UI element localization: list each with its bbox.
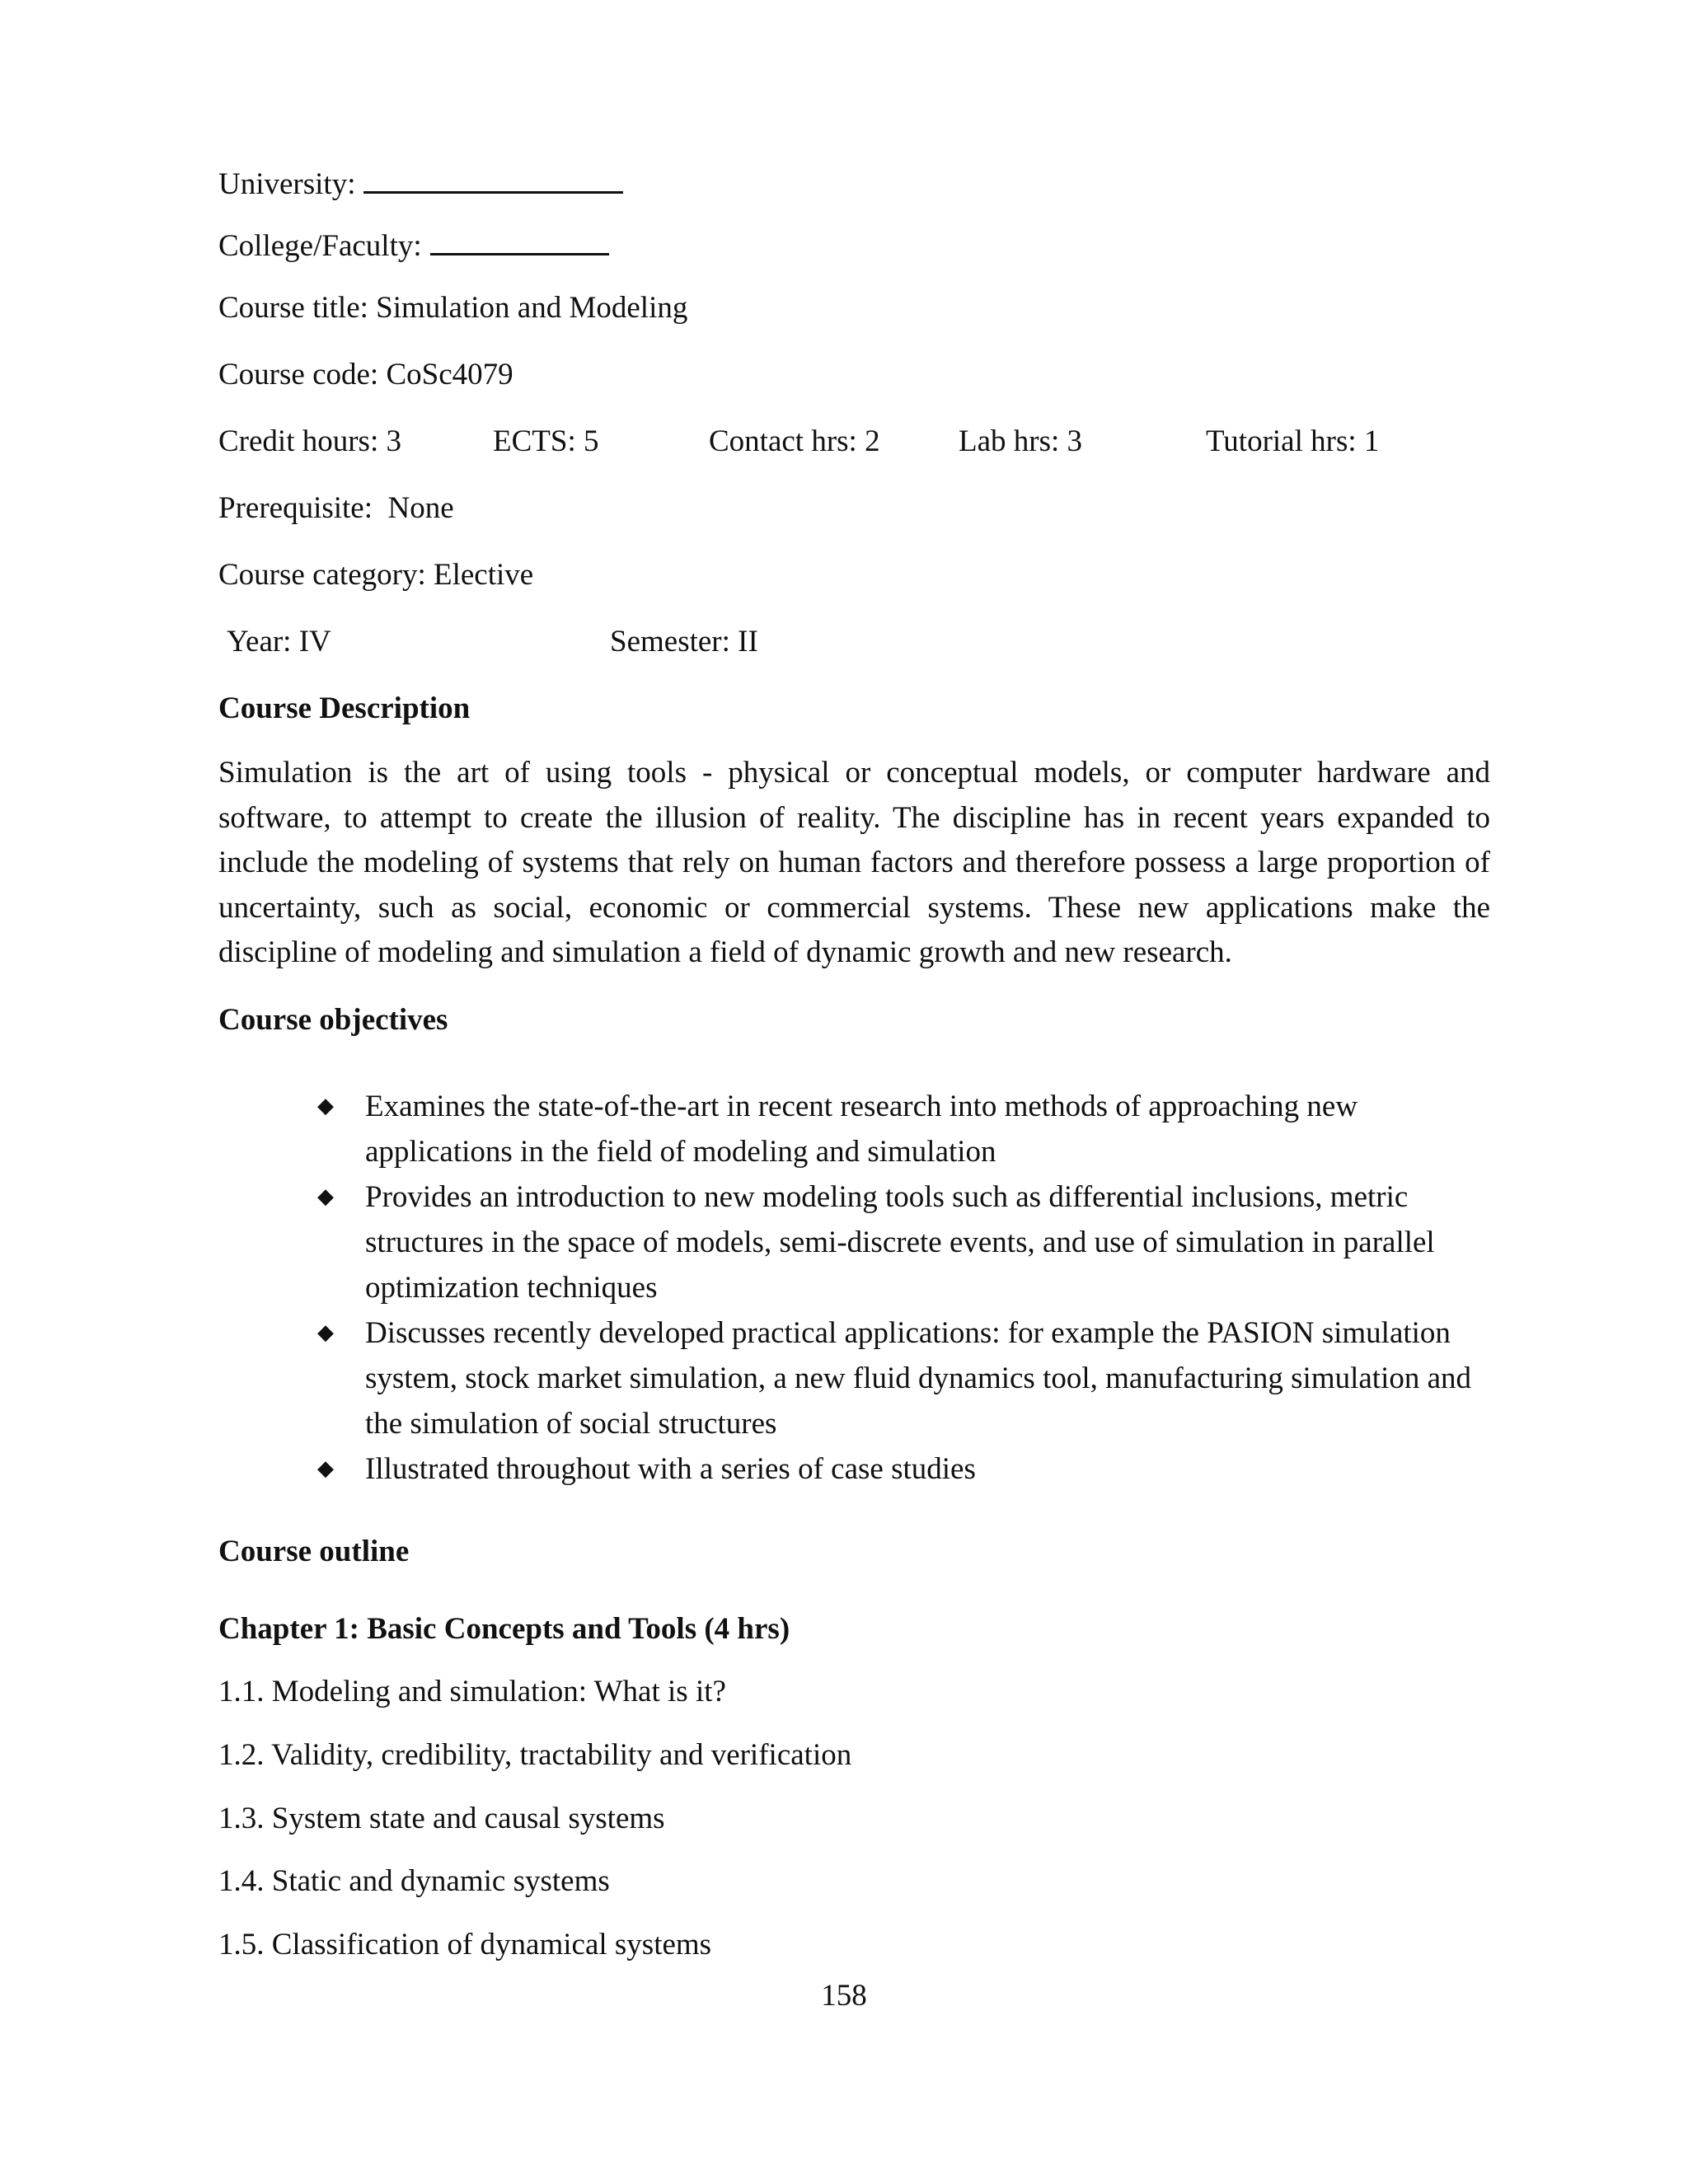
objective-text: Examines the state-of-the-art in recent research into methods of approaching new applications in the field of modeling and simulation	[365, 1090, 1358, 1169]
credit-hours: Credit hours: 3	[218, 424, 401, 458]
semester: Semester: II	[610, 625, 758, 658]
university-blank	[363, 165, 623, 194]
prerequisite: Prerequisite: None	[218, 491, 454, 525]
course-title: Course title: Simulation and Modeling	[218, 291, 688, 325]
college-label: College/Faculty:	[218, 229, 422, 263]
course-objectives-heading: Course objectives	[218, 1003, 448, 1037]
diamond-bullet-icon: ◆	[317, 1456, 334, 1481]
objective-text: Provides an introduction to new modeling tools such as differential inclusions, metric structures in the space of models, semi-discrete events, and use of simulation in parallel optimization techniques	[365, 1180, 1435, 1305]
outline-item: 1.4. Static and dynamic systems	[218, 1864, 610, 1898]
contact-hours: Contact hrs: 2	[709, 424, 880, 458]
chapter-1-title: Chapter 1: Basic Concepts and Tools (4 hrs)	[218, 1612, 790, 1646]
course-category: Course category: Elective	[218, 558, 534, 592]
course-description-text: Simulation is the art of using tools - physical or conceptual models, or computer hardware and software, to attempt to create the illusion of reality. The discipline has in recent years expanded to include the modeling of systems that rely on human factors and therefore possess a large proportion of uncertainty, such as social, economic or commercial systems. These new applications make the discipline of modeling and simulation a field of dynamic growth and new research.	[218, 756, 1490, 969]
college-field	[218, 227, 609, 261]
objective-item	[317, 1174, 1488, 1310]
outline-item: 1.1. Modeling and simulation: What is it?	[218, 1675, 726, 1708]
objective-item	[317, 1310, 1488, 1446]
tutorial-hours: Tutorial hrs: 1	[1206, 424, 1380, 458]
year: Year: IV	[227, 625, 331, 658]
objective-text: Discusses recently developed practical applications: for example the PASION simulation system, stock market simulation, a new fluid dynamics tool, manufacturing simulation and the simulation of social structures	[365, 1316, 1472, 1441]
outline-item: 1.5. Classification of dynamical systems	[218, 1928, 712, 1961]
college-blank	[430, 227, 609, 255]
diamond-bullet-icon: ◆	[317, 1320, 334, 1345]
objective-item	[317, 1084, 1488, 1174]
university-label: University:	[218, 167, 356, 201]
university-field	[218, 165, 623, 199]
course-outline-heading: Course outline	[218, 1535, 410, 1568]
course-description-heading: Course Description	[218, 691, 471, 725]
page-number: 158	[821, 1979, 867, 2013]
objectives-list	[317, 1084, 1488, 1492]
ects: ECTS: 5	[493, 424, 599, 458]
diamond-bullet-icon: ◆	[317, 1094, 334, 1118]
course-code: Course code: CoSc4079	[218, 358, 513, 391]
outline-item: 1.2. Validity, credibility, tractability and verification	[218, 1738, 852, 1772]
objective-item	[317, 1446, 1488, 1492]
outline-item: 1.3. System state and causal systems	[218, 1802, 665, 1835]
diamond-bullet-icon: ◆	[317, 1184, 334, 1209]
objective-text: Illustrated throughout with a series of case studies	[365, 1452, 976, 1486]
lab-hours: Lab hrs: 3	[959, 424, 1083, 458]
